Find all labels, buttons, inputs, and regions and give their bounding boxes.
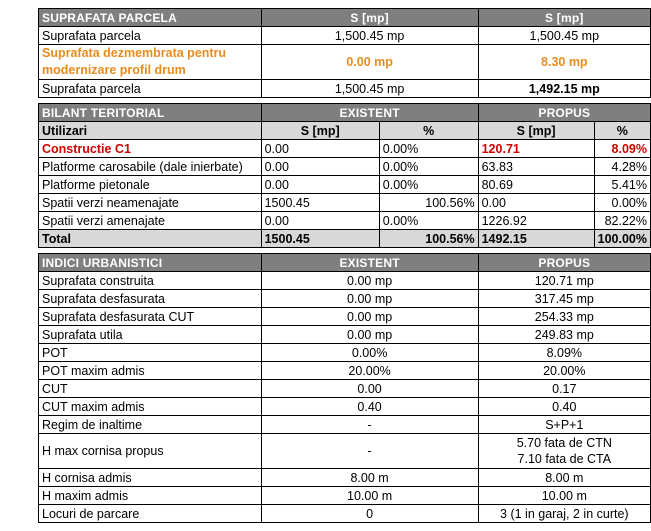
cell-value[interactable]: 0.00 xyxy=(261,158,379,176)
row-label[interactable]: POT xyxy=(39,344,262,362)
cell-line: 5.70 fata de CTN xyxy=(516,436,612,450)
cell-value[interactable]: 317.45 mp xyxy=(478,290,650,308)
subheader-s-propus[interactable]: S [mp] xyxy=(478,122,594,140)
cell-value[interactable]: 1,500.45 mp xyxy=(478,27,650,45)
cell-value[interactable]: 1,492.15 mp xyxy=(478,80,650,98)
cell-value[interactable]: 80.69 xyxy=(478,176,594,194)
cell-value[interactable]: 0.00 mp xyxy=(261,326,478,344)
row-label[interactable]: Platforme pietonale xyxy=(39,176,262,194)
bilant-total-row xyxy=(39,230,651,248)
table-row xyxy=(39,45,651,80)
cell-value[interactable]: S+P+1 xyxy=(478,416,650,434)
row-label[interactable]: Platforme carosabile (dale inierbate) xyxy=(39,158,262,176)
subheader-s-existent[interactable]: S [mp] xyxy=(261,122,379,140)
table-row xyxy=(39,505,651,523)
table-row xyxy=(39,416,651,434)
subheader-pct-propus[interactable]: % xyxy=(594,122,650,140)
cell-value[interactable]: 0.00% xyxy=(379,176,478,194)
cell-value[interactable]: 8.30 mp xyxy=(478,45,650,80)
row-label[interactable]: Suprafata parcela xyxy=(39,27,262,45)
row-label[interactable]: Locuri de parcare xyxy=(39,505,262,523)
row-label[interactable]: H maxim admis xyxy=(39,487,262,505)
cell-value[interactable]: 0 xyxy=(261,505,478,523)
row-label[interactable]: CUT xyxy=(39,380,262,398)
table-row xyxy=(39,212,651,230)
table-row xyxy=(39,290,651,308)
cell-value[interactable]: - xyxy=(261,434,478,469)
cell-value[interactable]: 5.41% xyxy=(594,176,650,194)
cell-value[interactable]: 1,500.45 mp xyxy=(261,80,478,98)
bilant-header-row xyxy=(39,104,651,122)
cell-value[interactable]: 20.00% xyxy=(478,362,650,380)
indici-section-title[interactable]: INDICI URBANISTICI xyxy=(39,254,262,272)
row-label[interactable]: Suprafata utila xyxy=(39,326,262,344)
table-row xyxy=(39,140,651,158)
table-row xyxy=(39,326,651,344)
row-label[interactable]: Suprafata dezmembrata pentru modernizare profil drum xyxy=(39,45,262,80)
parcel-col-existent[interactable]: S [mp] xyxy=(261,9,478,27)
indici-header-row xyxy=(39,254,651,272)
indici-col-propus[interactable]: PROPUS xyxy=(478,254,650,272)
table-row xyxy=(39,272,651,290)
cell-value[interactable]: 1,500.45 mp xyxy=(261,27,478,45)
cell-value[interactable]: - xyxy=(261,416,478,434)
cell-value[interactable]: 8.09% xyxy=(594,140,650,158)
cell-value[interactable]: 0.00% xyxy=(379,212,478,230)
table-row xyxy=(39,398,651,416)
table-row xyxy=(39,344,651,362)
cell-value[interactable]: 63.83 xyxy=(478,158,594,176)
row-label[interactable]: H max cornisa propus xyxy=(39,434,262,469)
bilant-subheader-row xyxy=(39,122,651,140)
spreadsheet xyxy=(38,8,651,523)
table-row xyxy=(39,308,651,326)
parcel-col-propus[interactable]: S [mp] xyxy=(478,9,650,27)
cell-value[interactable]: 0.00 mp xyxy=(261,272,478,290)
cell-value[interactable]: 10.00 m xyxy=(261,487,478,505)
cell-value[interactable]: 10.00 m xyxy=(478,487,650,505)
bilant-section-title[interactable]: BILANT TERITORIAL xyxy=(39,104,262,122)
cell-value[interactable]: 120.71 xyxy=(478,140,594,158)
cell-value[interactable]: 0.00% xyxy=(379,140,478,158)
row-label[interactable]: CUT maxim admis xyxy=(39,398,262,416)
cell-value[interactable]: 8.00 m xyxy=(261,469,478,487)
cell-value[interactable]: 3 (1 in garaj, 2 in curte) xyxy=(478,505,650,523)
cell-value[interactable]: 0.00% xyxy=(261,344,478,362)
total-s-propus[interactable]: 1492.15 xyxy=(478,230,594,248)
cell-value[interactable]: 20.00% xyxy=(261,362,478,380)
cell-value[interactable]: 0.00% xyxy=(379,158,478,176)
row-label[interactable]: Spatii verzi neamenajate xyxy=(39,194,262,212)
subheader-pct-existent[interactable]: % xyxy=(379,122,478,140)
cell-value[interactable]: 254.33 mp xyxy=(478,308,650,326)
cell-value[interactable]: 0.17 xyxy=(478,380,650,398)
cell-value[interactable]: 0.00 mp xyxy=(261,45,478,80)
row-label[interactable]: Suprafata desfasurata CUT xyxy=(39,308,262,326)
bilant-col-propus[interactable]: PROPUS xyxy=(478,104,650,122)
bilant-col-existent[interactable]: EXISTENT xyxy=(261,104,478,122)
cell-value[interactable]: 0.00% xyxy=(594,194,650,212)
subheader-utilizari[interactable]: Utilizari xyxy=(39,122,262,140)
cell-value[interactable]: 0.00 xyxy=(478,194,594,212)
cell-value[interactable]: 0.00 mp xyxy=(261,308,478,326)
parcel-header-row xyxy=(39,9,651,27)
total-s-existent[interactable]: 1500.45 xyxy=(261,230,379,248)
row-label[interactable]: Suprafata construita xyxy=(39,272,262,290)
cell-value[interactable]: 0.00 xyxy=(261,176,379,194)
cell-value[interactable]: 0.40 xyxy=(261,398,478,416)
row-label[interactable]: Suprafata desfasurata xyxy=(39,290,262,308)
cell-value[interactable]: 8.09% xyxy=(478,344,650,362)
total-pct-existent[interactable]: 100.56% xyxy=(379,230,478,248)
cell-value[interactable]: 4.28% xyxy=(594,158,650,176)
cell-value[interactable]: 120.71 mp xyxy=(478,272,650,290)
parcel-section-title[interactable]: SUPRAFATA PARCELA xyxy=(39,9,262,27)
cell-value[interactable]: 8.00 m xyxy=(478,469,650,487)
table-row xyxy=(39,380,651,398)
row-label[interactable]: Spatii verzi amenajate xyxy=(39,212,262,230)
table-row xyxy=(39,158,651,176)
cell-value[interactable]: 1226.92 xyxy=(478,212,594,230)
cell-value[interactable]: 0.00 mp xyxy=(261,290,478,308)
table-row xyxy=(39,487,651,505)
row-label[interactable]: Suprafata parcela xyxy=(39,80,262,98)
table-row xyxy=(39,27,651,45)
cell-value[interactable]: 0.00 xyxy=(261,140,379,158)
row-label[interactable]: H cornisa admis xyxy=(39,469,262,487)
cell-value[interactable]: 0.00 xyxy=(261,212,379,230)
table-row xyxy=(39,469,651,487)
cell-line: 7.10 fata de CTA xyxy=(517,452,612,466)
cell-value[interactable]: 249.83 mp xyxy=(478,326,650,344)
cell-value[interactable]: 82.22% xyxy=(594,212,650,230)
table-row xyxy=(39,80,651,98)
table-row xyxy=(39,362,651,380)
cell-value[interactable]: 0.00 xyxy=(261,380,478,398)
table-row xyxy=(39,176,651,194)
row-label[interactable]: Constructie C1 xyxy=(39,140,262,158)
row-label[interactable]: POT maxim admis xyxy=(39,362,262,380)
urban-indicators-table xyxy=(38,8,651,523)
cell-value[interactable]: 1500.45 xyxy=(261,194,379,212)
cell-value[interactable]: 100.56% xyxy=(379,194,478,212)
table-row xyxy=(39,194,651,212)
total-pct-propus[interactable]: 100.00% xyxy=(594,230,650,248)
total-label[interactable]: Total xyxy=(39,230,262,248)
cell-value-multiline[interactable] xyxy=(478,434,650,469)
row-label[interactable]: Regim de inaltime xyxy=(39,416,262,434)
table-row xyxy=(39,434,651,469)
indici-col-existent[interactable]: EXISTENT xyxy=(261,254,478,272)
cell-value[interactable]: 0.40 xyxy=(478,398,650,416)
